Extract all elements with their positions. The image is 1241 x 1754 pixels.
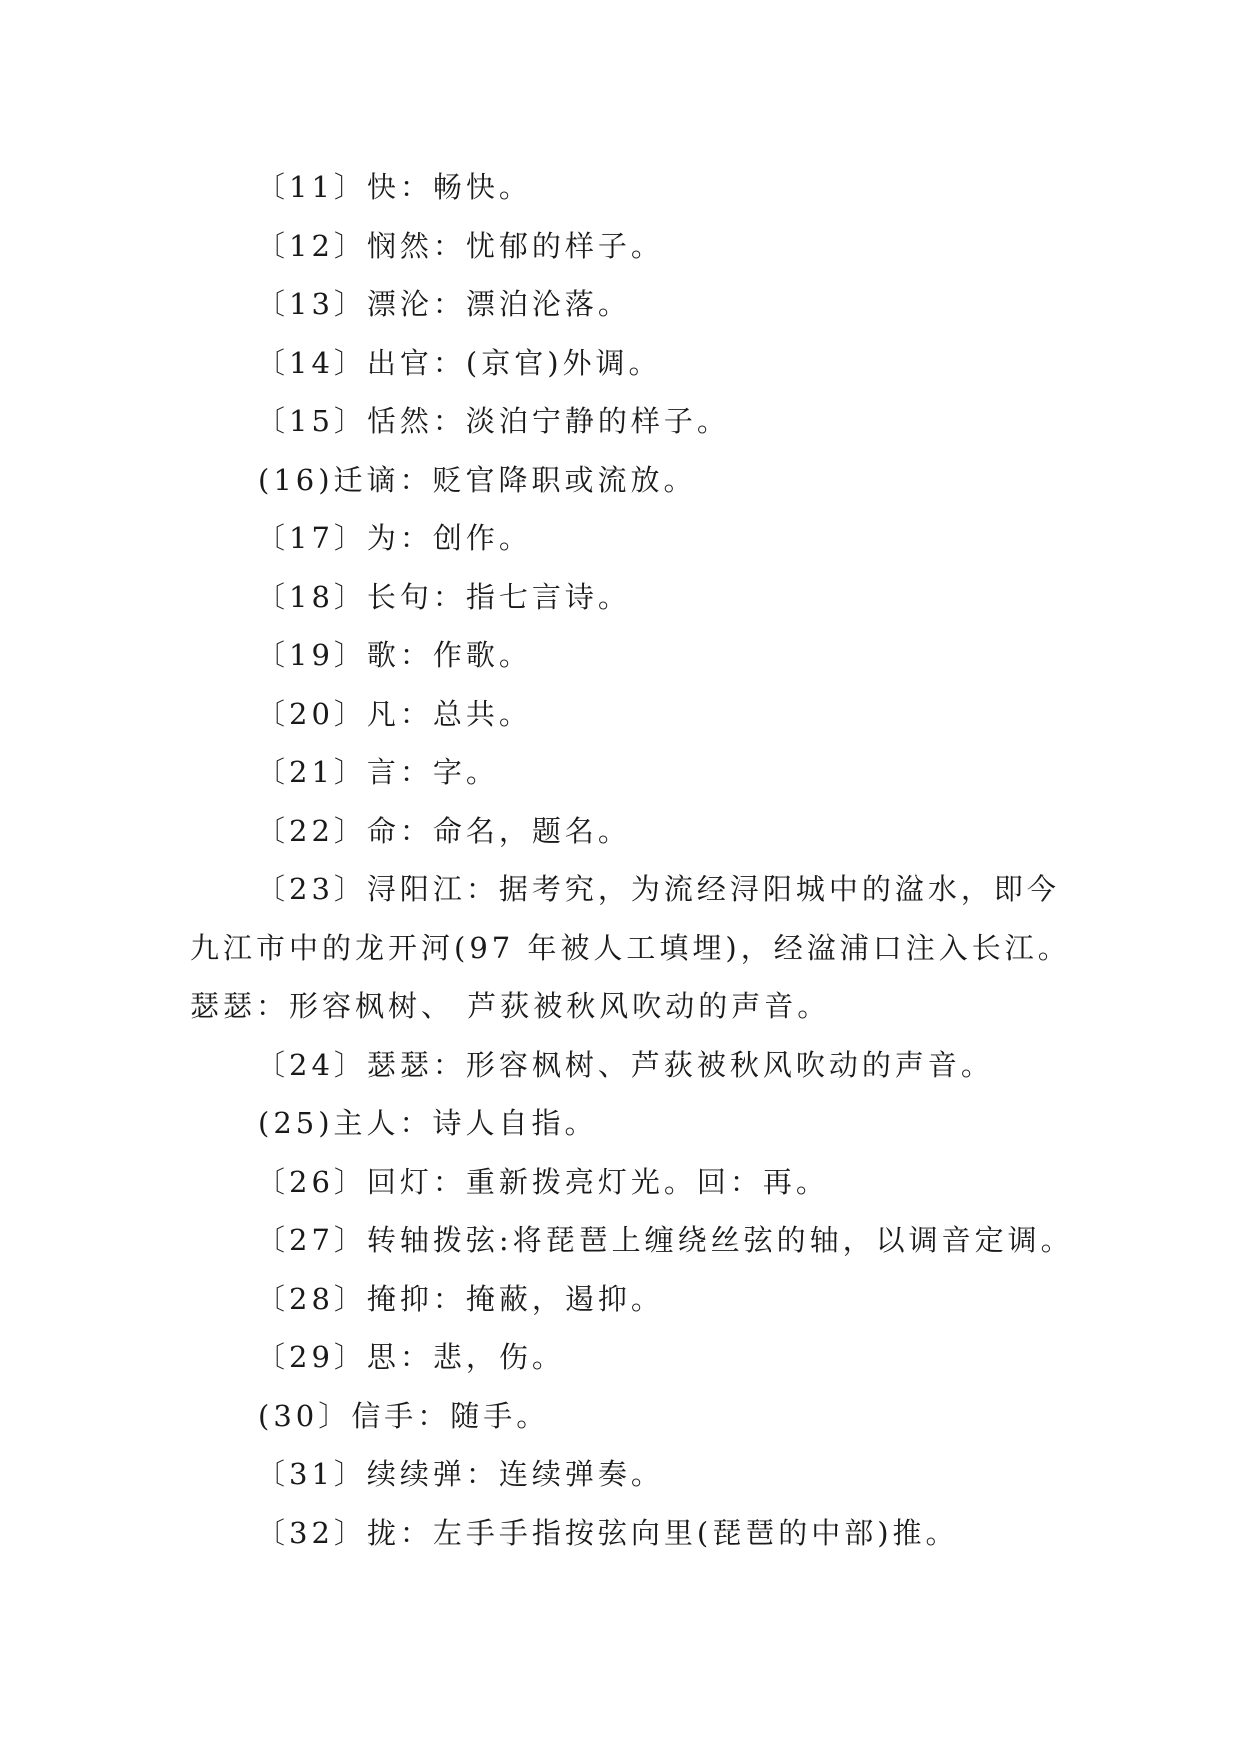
note-21: 〔21〕言：字。 [256,755,499,789]
note-24: 〔24〕瑟瑟：形容枫树、芦荻被秋风吹动的声音。 [256,1047,994,1082]
note-17: 〔17〕为：创作。 [256,521,532,555]
note-23: 〔23〕浔阳江：据考究，为流经浔阳城中的湓水，即今 [256,872,1060,906]
note-27: 〔27〕转轴拨弦:将琵琶上缠绕丝弦的轴，以调音定调。 [256,1223,1074,1257]
note-16: (16)迁谪：贬官降职或流放。 [258,462,697,497]
note-26: 〔26〕回灯：重新拨亮灯光。回：再。 [256,1164,829,1199]
note-29: 〔29〕思：悲，伤。 [256,1340,565,1374]
notes-body [190,158,1090,1562]
note-28: 〔28〕掩抑：掩蔽，遏抑。 [256,1281,664,1316]
note-12: 〔12〕悯然：忧郁的样子。 [256,228,664,263]
note-31: 〔31〕续续弹：连续弹奏。 [256,1457,664,1491]
note-14: 〔14〕出官：(京官)外调。 [256,345,662,380]
note-11: 〔11〕快：畅快。 [256,170,532,204]
note-19: 〔19〕歌：作歌。 [256,638,532,672]
note-23-continuation: 九江市中的龙开河(97 年被人工填埋)，经湓浦口注入长江。 [190,930,1071,965]
note-32: 〔32〕拢：左手手指按弦向里(琵琶的中部)推。 [256,1515,959,1550]
note-25: (25)主人：诗人自指。 [258,1106,598,1140]
note-18: 〔18〕长句：指七言诗。 [256,579,631,614]
note-23-sese: 瑟瑟：形容枫树、 芦荻被秋风吹动的声音。 [190,989,831,1023]
note-30: (30〕信手：随手。 [258,1398,550,1433]
note-13: 〔13〕漂沦：漂泊沦落。 [256,287,631,321]
note-22: 〔22〕命：命名，题名。 [256,813,631,848]
note-20: 〔20〕凡：总共。 [256,696,532,731]
note-15: 〔15〕恬然：淡泊宁静的样子。 [256,404,730,438]
